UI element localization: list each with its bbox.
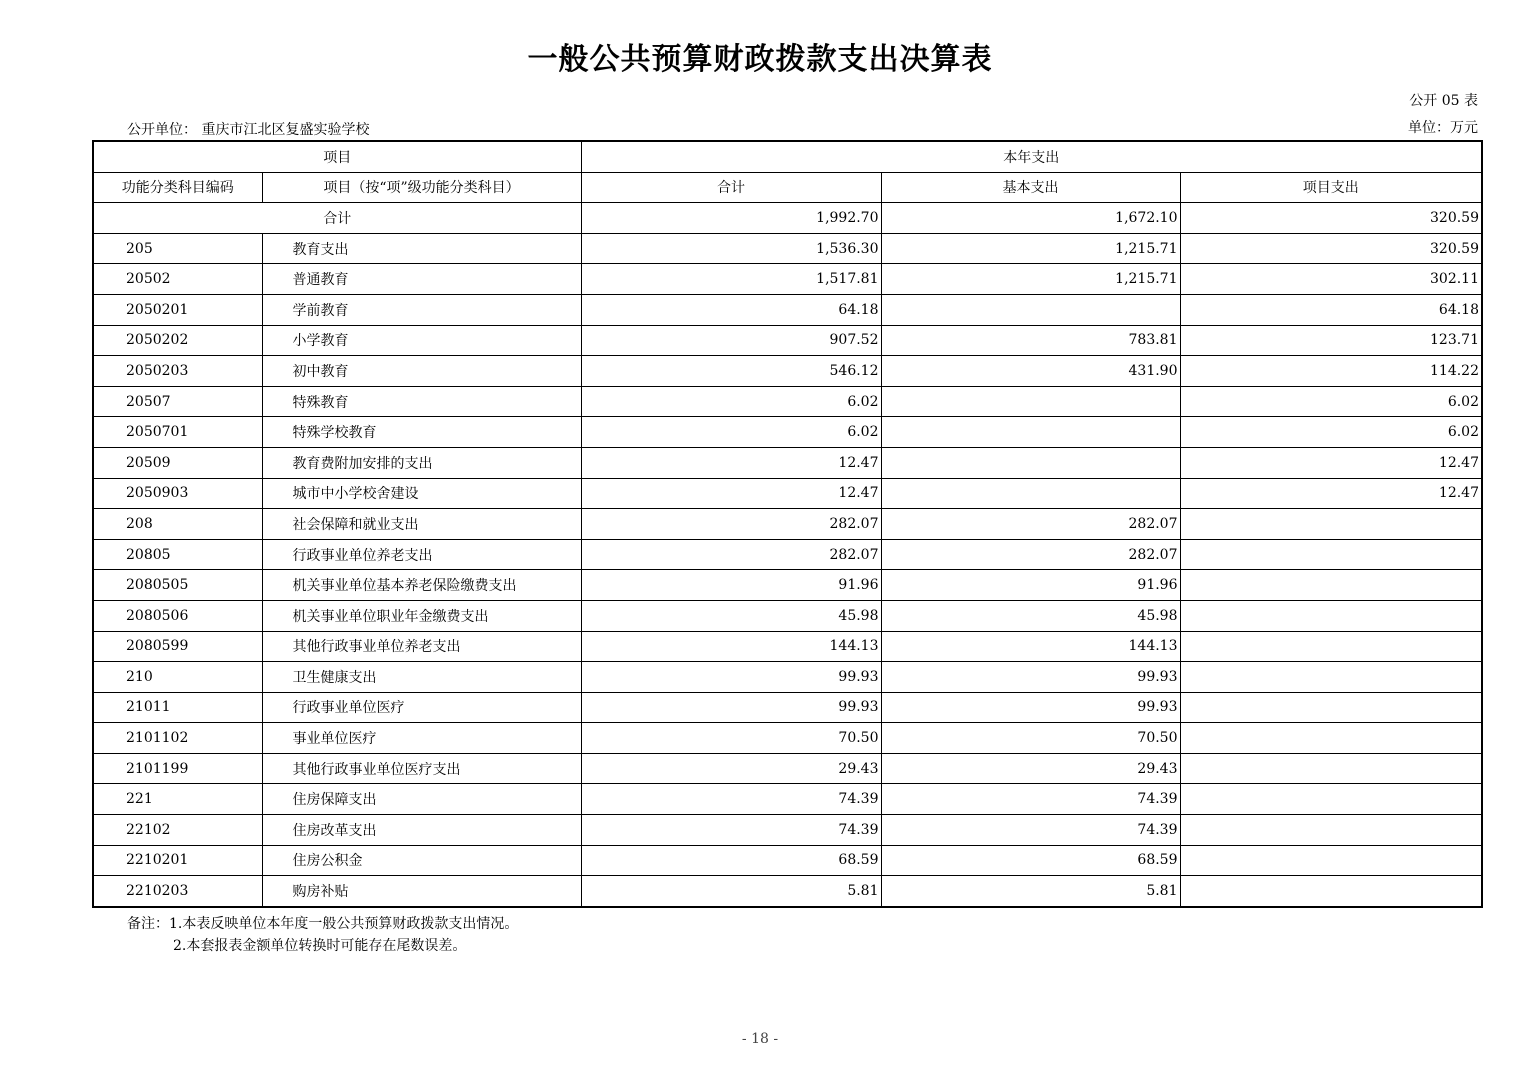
row-project — [1180, 723, 1482, 754]
row-project: 320.59 — [1180, 233, 1482, 264]
row-code: 22102 — [93, 815, 262, 846]
row-name: 教育费附加安排的支出 — [262, 447, 581, 478]
page-title: 一般公共预算财政拨款支出决算表 — [527, 42, 993, 77]
row-name: 普通教育 — [262, 264, 581, 295]
row-project: 12.47 — [1180, 447, 1482, 478]
row-basic — [881, 447, 1180, 478]
row-total: 6.02 — [581, 386, 881, 417]
row-basic — [881, 478, 1180, 509]
row-code: 21011 — [93, 692, 262, 723]
row-total: 1,536.30 — [581, 233, 881, 264]
row-code: 2101199 — [93, 753, 262, 784]
header-row-1 — [93, 141, 1482, 172]
row-name: 其他行政事业单位医疗支出 — [262, 753, 581, 784]
row-project — [1180, 815, 1482, 846]
row-total: 12.47 — [581, 447, 881, 478]
row-total: 64.18 — [581, 294, 881, 325]
row-total: 99.93 — [581, 662, 881, 693]
row-name: 行政事业单位医疗 — [262, 692, 581, 723]
row-total: 907.52 — [581, 325, 881, 356]
row-total: 546.12 — [581, 356, 881, 387]
table-row — [93, 723, 1482, 754]
row-code: 2050903 — [93, 478, 262, 509]
row-name: 小学教育 — [262, 325, 581, 356]
row-total: 29.43 — [581, 753, 881, 784]
row-total: 68.59 — [581, 845, 881, 876]
note-line-2: 2.本套报表金额单位转换时可能存在尾数误差。 — [173, 938, 467, 954]
row-basic — [881, 386, 1180, 417]
row-basic: 431.90 — [881, 356, 1180, 387]
total-amount: 1,992.70 — [581, 203, 881, 234]
table-row — [93, 356, 1482, 387]
row-total: 91.96 — [581, 570, 881, 601]
row-code: 2210201 — [93, 845, 262, 876]
header-basic: 基本支出 — [881, 172, 1180, 203]
note-line-1: 备注：1.本表反映单位本年度一般公共预算财政拨款支出情况。 — [127, 916, 519, 932]
page-number: - 18 - — [741, 1031, 779, 1047]
row-code: 210 — [93, 662, 262, 693]
header-current-year: 本年支出 — [581, 141, 1482, 172]
table-row — [93, 784, 1482, 815]
row-basic — [881, 294, 1180, 325]
row-code: 221 — [93, 784, 262, 815]
table-row — [93, 478, 1482, 509]
row-basic: 74.39 — [881, 815, 1180, 846]
row-code: 2080599 — [93, 631, 262, 662]
table-row — [93, 570, 1482, 601]
row-total: 5.81 — [581, 876, 881, 907]
form-number: 公开 05 表 — [1409, 93, 1478, 109]
table-row — [93, 539, 1482, 570]
row-code: 2080505 — [93, 570, 262, 601]
expenditure-table — [92, 140, 1483, 908]
table-row — [93, 264, 1482, 295]
row-name: 学前教育 — [262, 294, 581, 325]
table-row — [93, 417, 1482, 448]
row-project: 6.02 — [1180, 386, 1482, 417]
row-total: 99.93 — [581, 692, 881, 723]
row-basic: 70.50 — [881, 723, 1180, 754]
row-name: 机关事业单位职业年金缴费支出 — [262, 600, 581, 631]
row-project: 114.22 — [1180, 356, 1482, 387]
row-project — [1180, 662, 1482, 693]
table-row — [93, 753, 1482, 784]
header-total: 合计 — [581, 172, 881, 203]
table-row — [93, 631, 1482, 662]
row-basic — [881, 417, 1180, 448]
row-basic: 144.13 — [881, 631, 1180, 662]
table-row — [93, 386, 1482, 417]
money-unit: 单位：万元 — [1408, 120, 1478, 136]
row-total: 6.02 — [581, 417, 881, 448]
row-project: 302.11 — [1180, 264, 1482, 295]
row-project: 64.18 — [1180, 294, 1482, 325]
row-total: 45.98 — [581, 600, 881, 631]
row-code: 2050201 — [93, 294, 262, 325]
row-basic: 68.59 — [881, 845, 1180, 876]
row-code: 2101102 — [93, 723, 262, 754]
row-project — [1180, 570, 1482, 601]
row-project — [1180, 876, 1482, 907]
table-row — [93, 509, 1482, 540]
row-total: 12.47 — [581, 478, 881, 509]
row-project — [1180, 631, 1482, 662]
row-project — [1180, 753, 1482, 784]
row-name: 住房保障支出 — [262, 784, 581, 815]
row-total: 74.39 — [581, 815, 881, 846]
row-total: 282.07 — [581, 509, 881, 540]
row-name: 住房公积金 — [262, 845, 581, 876]
row-basic: 282.07 — [881, 509, 1180, 540]
row-basic: 783.81 — [881, 325, 1180, 356]
row-name: 卫生健康支出 — [262, 662, 581, 693]
table-row — [93, 600, 1482, 631]
row-total: 144.13 — [581, 631, 881, 662]
row-code: 2080506 — [93, 600, 262, 631]
table-row — [93, 815, 1482, 846]
row-total: 1,517.81 — [581, 264, 881, 295]
row-code: 20509 — [93, 447, 262, 478]
total-label: 合计 — [93, 203, 581, 234]
row-project — [1180, 784, 1482, 815]
row-project — [1180, 509, 1482, 540]
row-code: 208 — [93, 509, 262, 540]
row-project: 6.02 — [1180, 417, 1482, 448]
row-basic: 1,215.71 — [881, 233, 1180, 264]
row-code: 205 — [93, 233, 262, 264]
row-name: 行政事业单位养老支出 — [262, 539, 581, 570]
row-code: 2050203 — [93, 356, 262, 387]
row-name: 其他行政事业单位养老支出 — [262, 631, 581, 662]
total-row — [93, 203, 1482, 234]
notes — [127, 913, 518, 957]
row-project: 123.71 — [1180, 325, 1482, 356]
row-name: 购房补贴 — [262, 876, 581, 907]
row-name: 教育支出 — [262, 233, 581, 264]
table-row — [93, 325, 1482, 356]
row-name: 特殊学校教育 — [262, 417, 581, 448]
reporting-unit: 公开单位： 重庆市江北区复盛实验学校 — [127, 122, 370, 138]
table-row — [93, 662, 1482, 693]
total-basic: 1,672.10 — [881, 203, 1180, 234]
row-name: 住房改革支出 — [262, 815, 581, 846]
table-row — [93, 692, 1482, 723]
row-name: 特殊教育 — [262, 386, 581, 417]
row-name: 社会保障和就业支出 — [262, 509, 581, 540]
row-project — [1180, 845, 1482, 876]
table-row — [93, 845, 1482, 876]
table-row — [93, 233, 1482, 264]
row-project: 12.47 — [1180, 478, 1482, 509]
row-basic: 282.07 — [881, 539, 1180, 570]
row-code: 20805 — [93, 539, 262, 570]
header-project: 项目支出 — [1180, 172, 1482, 203]
table-row — [93, 876, 1482, 907]
row-name: 事业单位医疗 — [262, 723, 581, 754]
row-code: 20502 — [93, 264, 262, 295]
row-basic: 29.43 — [881, 753, 1180, 784]
row-project — [1180, 692, 1482, 723]
row-basic: 45.98 — [881, 600, 1180, 631]
row-project — [1180, 600, 1482, 631]
row-name: 城市中小学校舍建设 — [262, 478, 581, 509]
row-basic: 91.96 — [881, 570, 1180, 601]
row-basic: 74.39 — [881, 784, 1180, 815]
row-basic: 99.93 — [881, 662, 1180, 693]
row-total: 70.50 — [581, 723, 881, 754]
row-basic: 99.93 — [881, 692, 1180, 723]
row-code: 2050701 — [93, 417, 262, 448]
row-code: 2050202 — [93, 325, 262, 356]
header-item-detail: 项目（按“项”级功能分类科目） — [262, 172, 581, 203]
header-row-2 — [93, 172, 1482, 203]
row-code: 20507 — [93, 386, 262, 417]
row-total: 74.39 — [581, 784, 881, 815]
row-project — [1180, 539, 1482, 570]
total-project: 320.59 — [1180, 203, 1482, 234]
row-name: 机关事业单位基本养老保险缴费支出 — [262, 570, 581, 601]
table-row — [93, 294, 1482, 325]
row-name: 初中教育 — [262, 356, 581, 387]
header-item: 项目 — [93, 141, 581, 172]
row-code: 2210203 — [93, 876, 262, 907]
row-basic: 5.81 — [881, 876, 1180, 907]
row-basic: 1,215.71 — [881, 264, 1180, 295]
row-total: 282.07 — [581, 539, 881, 570]
table-row — [93, 447, 1482, 478]
header-code: 功能分类科目编码 — [93, 172, 262, 203]
